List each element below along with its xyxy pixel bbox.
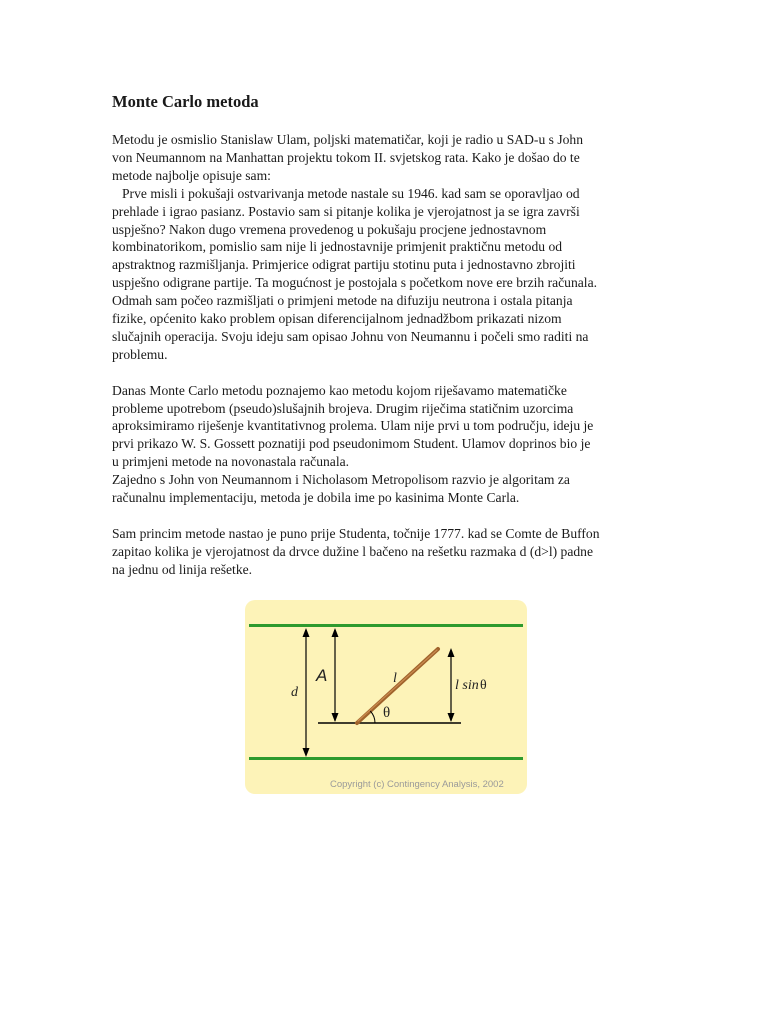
text-line: prvi prikazo W. S. Gossett poznatiji pod pseudonimom Student. Ulamov doprinos bio je bbox=[112, 436, 591, 452]
paragraph-1 bbox=[112, 131, 657, 364]
buffon-needle-figure bbox=[245, 600, 527, 794]
grid-line-bottom bbox=[249, 757, 523, 760]
text-line: Prve misli i pokušaji ostvarivanja metode nastale su 1946. kad sam se oporavljao od bbox=[122, 185, 580, 201]
text-line: aproksimiramo riješenje kvantitativnog prolema. Ulam nije prvi u tom području, ideju je bbox=[112, 418, 594, 434]
paragraph-3 bbox=[112, 525, 657, 579]
text-line: Danas Monte Carlo metodu poznajemo kao metodu kojom riješavamo matematičke bbox=[112, 382, 567, 398]
text-line: von Neumannom na Manhattan projektu tokom II. svjetskog rata. Kako je došao do te bbox=[112, 149, 580, 165]
buffon-diagram bbox=[245, 600, 527, 794]
text-line: apstraktnog razmišljanja. Primjerice odigrat partiju stotinu puta i jednostavno zbrojiti bbox=[112, 257, 576, 273]
label-theta: θ bbox=[383, 705, 391, 721]
text-line: problemu. bbox=[112, 346, 168, 362]
grid-line-top bbox=[249, 624, 523, 627]
text-line: uspješno? Nakon dugo vremena provedenog u pokušaju procjene jednostavnom bbox=[112, 221, 547, 237]
text-line: metode najbolje opisuje sam: bbox=[112, 167, 271, 183]
copyright-text: Copyright (c) Contingency Analysis, 2002 bbox=[330, 779, 504, 790]
text-line: Odmah sam počeo razmišljati o primjeni metode na difuziju neutrona i ostala pitanja bbox=[112, 293, 573, 309]
paragraph-2 bbox=[112, 382, 657, 507]
text-line: uspješno odigrane partije. Ta mogućnost je postojala s početkom nove ere brzih računala. bbox=[112, 275, 598, 291]
text-line: slučajnih operacija. Svoju ideju sam opisao Johnu von Neumannu i počeli smo raditi na bbox=[112, 328, 589, 344]
text-line: u primjeni metode na novonastala računala. bbox=[112, 454, 350, 470]
text-line: na jednu od linija rešetke. bbox=[112, 561, 253, 577]
text-line: kombinatorikom, pomislio sam nije li jednostavnije primjenit praktičnu metodu od bbox=[112, 239, 563, 255]
label-l: l bbox=[393, 671, 397, 686]
label-a: A bbox=[316, 666, 328, 685]
text-line: zapitao kolika je vjerojatnost da drvce dužine l bačeno na rešetku razmaka d (d>l) padne bbox=[112, 543, 593, 559]
text-line: računalnu implementaciju, metoda je dobila ime po kasinima Monte Carla. bbox=[112, 490, 520, 506]
page-title: Monte Carlo metoda bbox=[112, 92, 259, 111]
text-line: Sam princim metode nastao je puno prije Studenta, točnije 1777. kad se Comte de Buffon bbox=[112, 525, 600, 541]
label-lsin: l sin bbox=[455, 678, 479, 693]
label-d: d bbox=[291, 685, 298, 700]
document-body bbox=[112, 131, 657, 579]
text-line: prehlade i igrao pasianz. Postavio sam si pitanje kolika je vjerojatnost ja se igra završi bbox=[112, 203, 580, 219]
text-line: Zajedno s John von Neumannom i Nicholasom Metropolisom razvio je algoritam za bbox=[112, 472, 570, 488]
text-line: fizike, općenito kako problem opisan diferencijalnom jednadžbom prikazati nizom bbox=[112, 311, 562, 327]
text-line: probleme upotrebom (pseudo)slušajnih brojeva. Drugim riječima statičnim uzorcima bbox=[112, 400, 574, 416]
label-lsin-theta: θ bbox=[480, 678, 487, 693]
text-line: Metodu je osmislio Stanislaw Ulam, poljski matematičar, koji je radio u SAD-u s John bbox=[112, 132, 584, 147]
